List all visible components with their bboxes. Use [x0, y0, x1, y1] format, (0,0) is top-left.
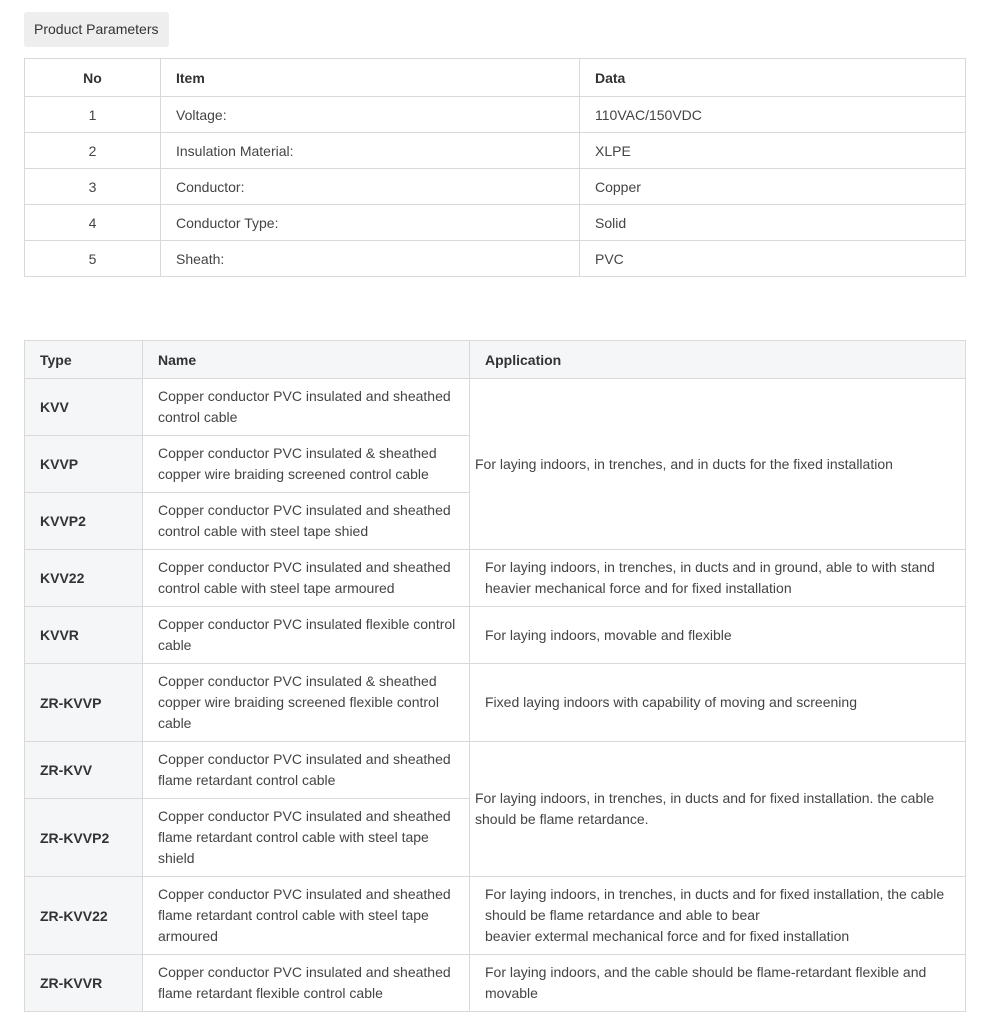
header-no: No: [25, 59, 161, 97]
type-cell: ZR-KVVP2: [25, 799, 143, 877]
application-line: beavier extermal mechanical force and for fixed installation: [485, 928, 850, 944]
name-cell: Copper conductor PVC insulated & sheathed copper wire braiding screened control cable: [143, 436, 470, 493]
row-no: 4: [25, 205, 161, 241]
name-cell: Copper conductor PVC insulated and sheathed flame retardant control cable with steel tape armoured: [143, 877, 470, 955]
name-cell: Copper conductor PVC insulated and sheathed flame retardant flexible control cable: [143, 955, 470, 1012]
application-cell: For laying indoors, in trenches, in ducts and for fixed installation. the cable should be flame retardance.: [470, 742, 966, 877]
table-row: [25, 877, 966, 955]
row-item: Insulation Material:: [161, 133, 580, 169]
name-cell: Copper conductor PVC insulated & sheathed copper wire braiding screened flexible control cable: [143, 664, 470, 742]
header-name: Name: [143, 341, 470, 379]
application-cell: Fixed laying indoors with capability of moving and screening: [470, 664, 966, 742]
cable-types-table: [24, 340, 966, 1012]
row-data: XLPE: [580, 133, 966, 169]
row-item: Conductor Type:: [161, 205, 580, 241]
table-row: [25, 607, 966, 664]
type-cell: KVVP: [25, 436, 143, 493]
header-type: Type: [25, 341, 143, 379]
name-cell: Copper conductor PVC insulated and sheathed control cable with steel tape shied: [143, 493, 470, 550]
row-no: 2: [25, 133, 161, 169]
name-cell: Copper conductor PVC insulated and sheathed flame retardant control cable: [143, 742, 470, 799]
table-row: [25, 379, 966, 436]
application-cell: For laying indoors, in trenches, in ducts and in ground, able to with stand heavier mechanical force and for fixed installation: [470, 550, 966, 607]
header-item: Item: [161, 59, 580, 97]
application-cell: For laying indoors, and the cable should be flame-retardant flexible and movable: [470, 955, 966, 1012]
application-cell: For laying indoors, in trenches, and in ducts for the fixed installation: [470, 379, 966, 550]
table-row: [25, 664, 966, 742]
type-cell: KVVR: [25, 607, 143, 664]
product-parameters-tab[interactable]: Product Parameters: [24, 12, 169, 47]
table-row: [25, 241, 966, 277]
type-cell: KVV: [25, 379, 143, 436]
row-item: Sheath:: [161, 241, 580, 277]
type-cell: ZR-KVV22: [25, 877, 143, 955]
row-no: 3: [25, 169, 161, 205]
header-data: Data: [580, 59, 966, 97]
table-row: [25, 169, 966, 205]
table-row: [25, 742, 966, 799]
header-application: Application: [470, 341, 966, 379]
row-no: 5: [25, 241, 161, 277]
table-row: [25, 550, 966, 607]
row-data: 110VAC/150VDC: [580, 97, 966, 133]
table-header-row: [25, 341, 966, 379]
type-cell: KVV22: [25, 550, 143, 607]
application-cell: For laying indoors, movable and flexible: [470, 607, 966, 664]
name-cell: Copper conductor PVC insulated and sheathed control cable with steel tape armoured: [143, 550, 470, 607]
application-cell: [470, 877, 966, 955]
row-data: Copper: [580, 169, 966, 205]
row-data: PVC: [580, 241, 966, 277]
table-row: [25, 955, 966, 1012]
row-item: Conductor:: [161, 169, 580, 205]
type-cell: ZR-KVVP: [25, 664, 143, 742]
name-cell: Copper conductor PVC insulated and sheathed flame retardant control cable with steel tape shield: [143, 799, 470, 877]
name-cell: Copper conductor PVC insulated and sheathed control cable: [143, 379, 470, 436]
row-no: 1: [25, 97, 161, 133]
type-cell: KVVP2: [25, 493, 143, 550]
type-cell: ZR-KVVR: [25, 955, 143, 1012]
parameters-table: [24, 58, 966, 277]
row-data: Solid: [580, 205, 966, 241]
name-cell: Copper conductor PVC insulated flexible control cable: [143, 607, 470, 664]
table-row: [25, 205, 966, 241]
type-cell: ZR-KVV: [25, 742, 143, 799]
table-header-row: [25, 59, 966, 97]
application-line: For laying indoors, in trenches, in ducts and for fixed installation, the cable should be flame retardance and able to bear: [485, 886, 945, 923]
row-item: Voltage:: [161, 97, 580, 133]
table-row: [25, 97, 966, 133]
table-row: [25, 133, 966, 169]
